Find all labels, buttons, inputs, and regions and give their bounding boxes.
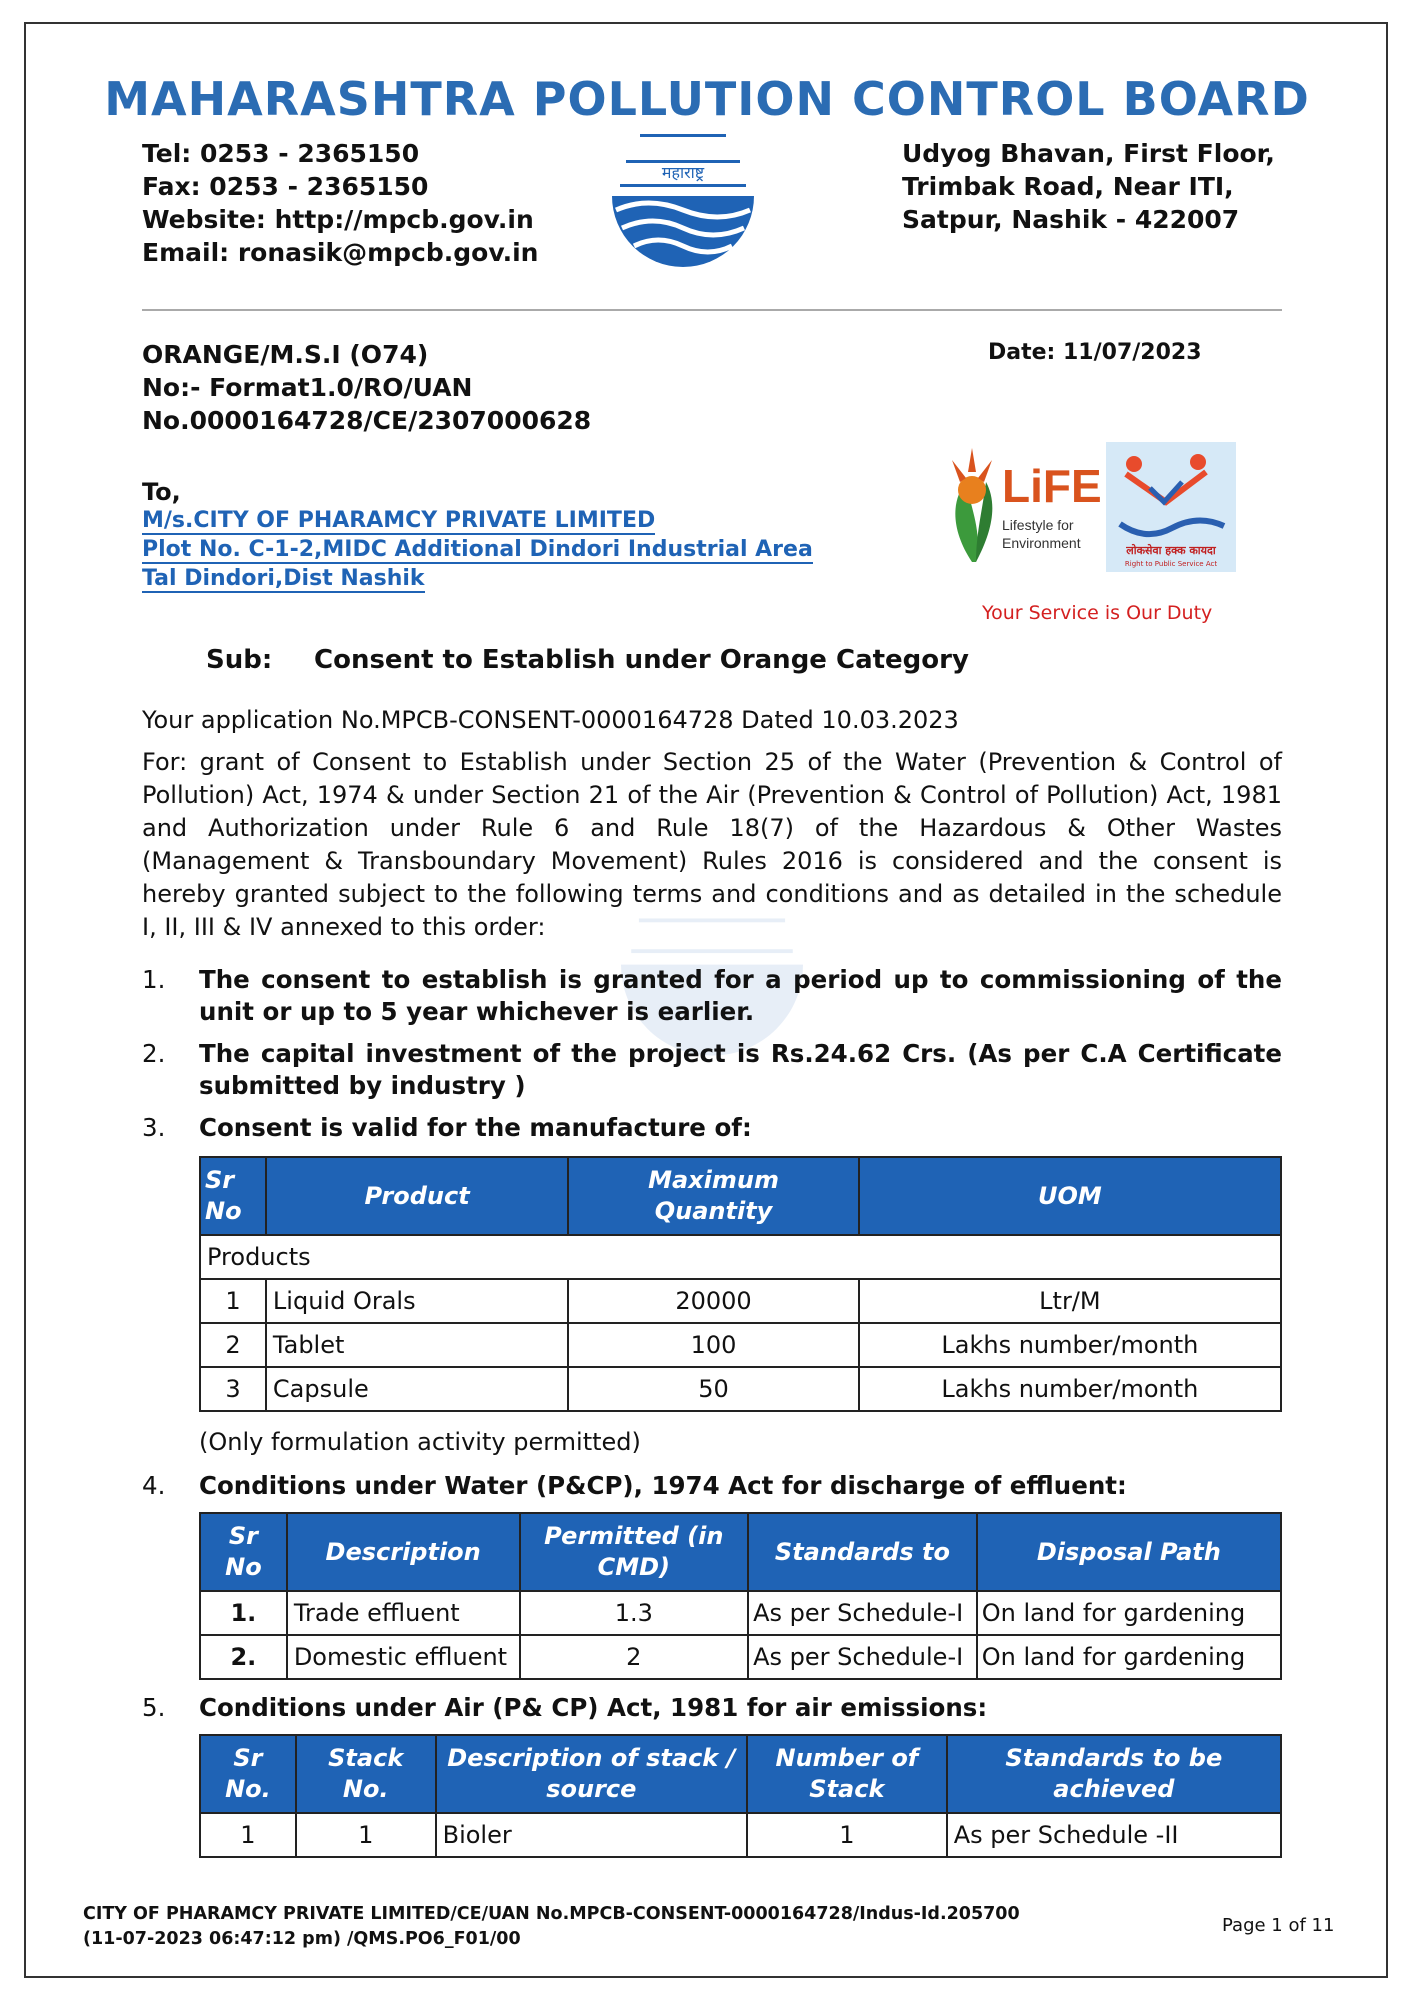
table-cell: Capsule: [266, 1367, 568, 1411]
address-line: Udyog Bhavan, First Floor,: [902, 139, 1275, 168]
tel: Tel: 0253 - 2365150: [142, 139, 420, 168]
recipient-line: Plot No. C-1-2,MIDC Additional Dindori Industrial Area: [142, 537, 813, 562]
water-table: [199, 1512, 1282, 1680]
contact-block: [142, 137, 538, 269]
column-header: Disposal Path: [977, 1513, 1281, 1591]
for-paragraph: For: grant of Consent to Establish under Section 25 of the Water (Prevention & Control of Pollution) Act, 1974 & under Section 21 of the Air (Prevention & Control of Pollution) Act, 1981 and Authorization under Rule 6 and Rule 18(7) of the Hazardous & Other Wastes (Management & Transboundary Movement) Rules 2016 is considered and the consent is hereby granted subject to the following terms and conditions and as detailed in the schedule I, II, III & IV annexed to this order:: [142, 748, 1282, 941]
table-cell: 1.3: [520, 1591, 749, 1635]
table-cell: On land for gardening: [977, 1635, 1281, 1679]
table-row: [200, 1591, 1281, 1635]
rtps-logo-icon: [1106, 442, 1236, 572]
website[interactable]: Website: http://mpcb.gov.in: [142, 205, 534, 234]
condition-item: [142, 964, 1282, 1028]
condition-item: [142, 1692, 1282, 1724]
fax: Fax: 0253 - 2365150: [142, 172, 429, 201]
column-header: Number of Stack: [747, 1735, 947, 1813]
life-sub: Environment: [1002, 535, 1081, 551]
table-cell: 2: [520, 1635, 749, 1679]
reference-line: ORANGE/M.S.I (O74): [142, 340, 429, 369]
item-text: The capital investment of the project is Rs.24.62 Crs. (As per C.A Certificate submitted by industry ): [199, 1039, 1282, 1100]
table-cell: As per Schedule-I: [748, 1591, 977, 1635]
table-cell: 3: [200, 1367, 266, 1411]
table-cell: Lakhs number/month: [859, 1323, 1281, 1367]
logo-text: महाराष्ट्र: [661, 163, 705, 182]
footer-line: CITY OF PHARAMCY PRIVATE LIMITED/CE/UAN No.MPCB-CONSENT-0000164728/Indus-Id.205700: [83, 1904, 1020, 1924]
column-header: Description: [287, 1513, 520, 1591]
column-header: Product: [266, 1157, 568, 1235]
recipient-line: Tal Dindori,Dist Nashik: [142, 566, 425, 591]
column-header: Standards to be achieved: [947, 1735, 1281, 1813]
footer-line: (11-07-2023 06:47:12 pm) /QMS.PO6_F01/00: [83, 1929, 521, 1949]
board-title: MAHARASHTRA POLLUTION CONTROL BOARD: [104, 72, 1310, 126]
reference-block: [142, 338, 591, 437]
formulation-note: (Only formulation activity permitted): [199, 1428, 641, 1456]
rtps-sub: Right to Public Service Act: [1124, 560, 1218, 568]
column-header: Description of stack / source: [436, 1735, 747, 1813]
rtps-text: लोकसेवा हक्क कायदा: [1126, 544, 1216, 557]
table-cell: Tablet: [266, 1323, 568, 1367]
column-header: Maximum Quantity: [568, 1157, 858, 1235]
table-cell: 50: [568, 1367, 858, 1411]
condition-item: [142, 1112, 1282, 1144]
table-cell: 1: [747, 1813, 947, 1857]
office-address: [902, 137, 1275, 236]
item-number: 3.: [142, 1113, 166, 1142]
table-cell: Liquid Orals: [266, 1279, 568, 1323]
address-line: Trimbak Road, Near ITI,: [902, 172, 1234, 201]
column-header: UOM: [859, 1157, 1281, 1235]
item-text: Conditions under Water (P&CP), 1974 Act for discharge of effluent:: [199, 1471, 1127, 1500]
column-header: Sr No: [200, 1513, 287, 1591]
table-cell: 1: [200, 1279, 266, 1323]
condition-item: [142, 1038, 1282, 1102]
mpcb-logo-icon: [598, 130, 768, 286]
subject: [206, 645, 969, 675]
table-row: [200, 1635, 1281, 1679]
table-cell: Trade effluent: [287, 1591, 520, 1635]
table-cell: 100: [568, 1323, 858, 1367]
subject-text: Consent to Establish under Orange Category: [314, 645, 969, 675]
table-cell: 1: [296, 1813, 436, 1857]
page-number: Page 1 of 11: [1222, 1915, 1335, 1936]
table-cell: On land for gardening: [977, 1591, 1281, 1635]
table-cell: Ltr/M: [859, 1279, 1281, 1323]
table-cell: Domestic effluent: [287, 1635, 520, 1679]
table-row: [200, 1279, 1281, 1323]
table-row: [200, 1813, 1281, 1857]
table-cell: Lakhs number/month: [859, 1367, 1281, 1411]
item-text: The consent to establish is granted for a period up to commissioning of the unit or up to 5 year whichever is earlier.: [199, 965, 1282, 1026]
products-table: [199, 1156, 1282, 1412]
column-header: Sr No: [200, 1157, 266, 1235]
item-text: Consent is valid for the manufacture of:: [199, 1113, 752, 1142]
email[interactable]: Email: ronasik@mpcb.gov.in: [142, 238, 539, 267]
item-text: Conditions under Air (P& CP) Act, 1981 for air emissions:: [199, 1693, 988, 1722]
table-cell: 1: [200, 1813, 296, 1857]
reference-line: No:- Format1.0/RO/UAN: [142, 373, 473, 402]
item-number: 2.: [142, 1039, 166, 1068]
reference-line: No.0000164728/CE/2307000628: [142, 406, 592, 435]
header-divider: [142, 309, 1282, 311]
to-label: To,: [142, 478, 181, 506]
group-label: Products: [200, 1235, 1281, 1279]
table-cell: 2.: [200, 1635, 287, 1679]
footer-reference: [83, 1902, 1020, 1952]
item-number: 4.: [142, 1471, 166, 1500]
recipient-line: M/s.CITY OF PHARAMCY PRIVATE LIMITED: [142, 508, 656, 533]
order-date: Date: 11/07/2023: [988, 340, 1202, 365]
column-header: Standards to: [748, 1513, 977, 1591]
column-header: Permitted (in CMD): [520, 1513, 749, 1591]
table-row: [200, 1367, 1281, 1411]
subject-label: Sub:: [206, 645, 273, 675]
life-sub: Lifestyle for: [1002, 517, 1074, 533]
life-title: LiFE: [1002, 460, 1102, 512]
air-table: [199, 1734, 1282, 1858]
condition-item: [142, 1470, 1282, 1502]
table-cell: As per Schedule -II: [947, 1813, 1281, 1857]
item-number: 5.: [142, 1693, 166, 1722]
column-header: Sr No.: [200, 1735, 296, 1813]
recipient-address: [142, 506, 813, 593]
table-row: [200, 1323, 1281, 1367]
column-header: Stack No.: [296, 1735, 436, 1813]
table-cell: 2: [200, 1323, 266, 1367]
table-cell: As per Schedule-I: [748, 1635, 977, 1679]
item-number: 1.: [142, 965, 166, 994]
table-cell: 20000: [568, 1279, 858, 1323]
address-line: Satpur, Nashik - 422007: [902, 205, 1240, 234]
table-cell: 1.: [200, 1591, 287, 1635]
tagline: Your Service is Our Duty: [982, 602, 1213, 624]
application-line: Your application No.MPCB-CONSENT-0000164728 Dated 10.03.2023: [142, 706, 959, 734]
table-cell: Bioler: [436, 1813, 747, 1857]
life-logo-icon: [942, 442, 1102, 572]
